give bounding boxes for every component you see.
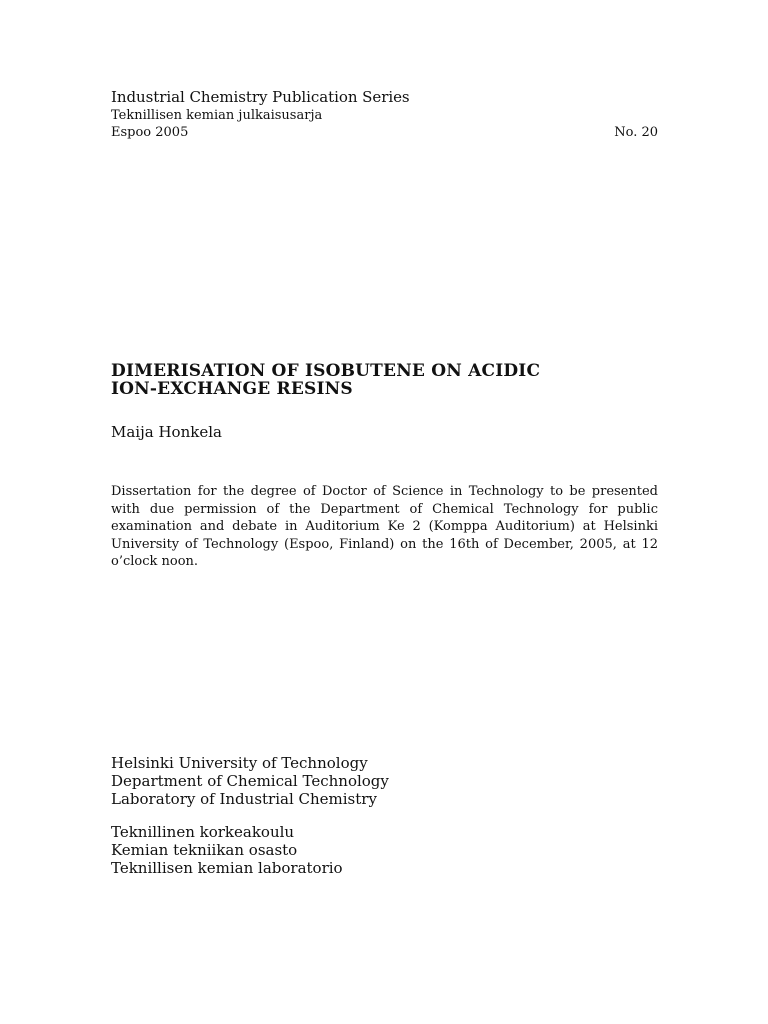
series-number: No. 20 [614, 125, 658, 140]
institution-university: Helsinki University of Technology [111, 754, 368, 772]
institution-laboratory-finnish: Teknillisen kemian laboratorio [111, 859, 343, 877]
institution-finnish [111, 823, 343, 877]
thesis-title [111, 362, 651, 398]
institution-english [111, 754, 389, 808]
series-title: Industrial Chemistry Publication Series [111, 88, 410, 106]
institution-department: Department of Chemical Technology [111, 772, 389, 790]
institution-laboratory: Laboratory of Industrial Chemistry [111, 790, 377, 808]
series-subtitle: Teknillisen kemian julkaisusarja [111, 108, 323, 123]
institution-department-finnish: Kemian tekniikan osasto [111, 841, 298, 859]
publication-place-year: Espoo 2005 [111, 125, 189, 140]
thesis-title-line-2: ION-EXCHANGE RESINS [111, 379, 353, 399]
institution-university-finnish: Teknillinen korkeakoulu [111, 823, 295, 841]
dissertation-statement: Dissertation for the degree of Doctor of Science in Technology to be presented with due permission of the Department of Chemical Technology for public examination and debate in Auditorium Ke 2 (Komppa Auditorium) at Helsinki University of Technology (Espoo, Finland) on the 16th of December, 2005, at 12 o’clock noon. [111, 484, 658, 569]
thesis-title-line-1: DIMERISATION OF ISOBUTENE ON ACIDIC [111, 361, 541, 381]
author-name: Maija Honkela [111, 423, 222, 441]
